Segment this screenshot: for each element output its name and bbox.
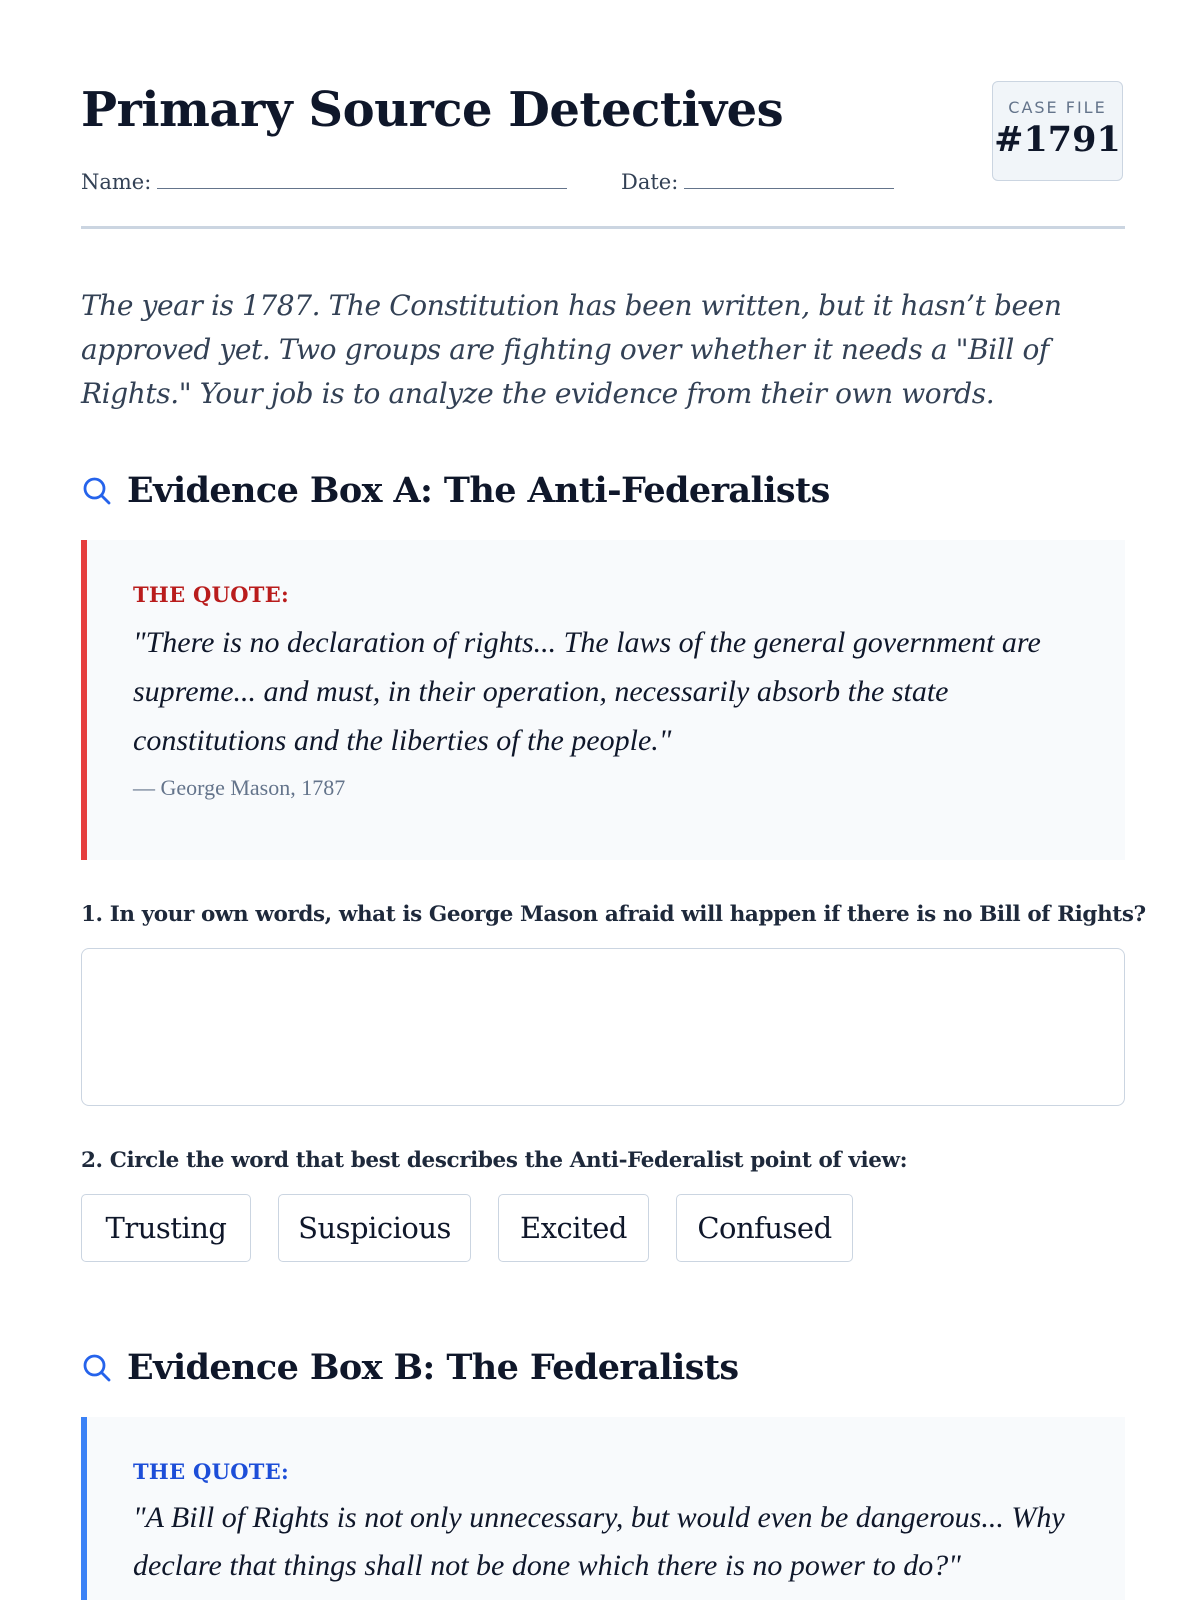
evidence-b-heading <box>81 1347 739 1388</box>
question-2-choices <box>81 1194 880 1262</box>
case-file-number: #1791 <box>994 119 1121 160</box>
header-divider <box>81 226 1125 229</box>
date-blank-line[interactable] <box>684 170 894 189</box>
evidence-a-quote-text: "There is no declaration of rights... The laws of the general government are supreme... and must, in their operation, necessarily absorb the state constitutions and the liberties of the people." <box>133 626 1041 757</box>
evidence-a-heading <box>81 470 830 511</box>
choice-suspicious[interactable]: Suspicious <box>278 1194 471 1262</box>
choice-trusting[interactable]: Trusting <box>81 1194 251 1262</box>
date-field[interactable] <box>621 170 894 194</box>
question-1-prompt: 1. In your own words, what is George Mason afraid will happen if there is no Bill of Rights? <box>81 902 1146 927</box>
magnifying-glass-icon <box>81 1352 113 1384</box>
evidence-b-title: Evidence Box B: The Federalists <box>127 1347 739 1388</box>
choice-excited[interactable]: Excited <box>498 1194 649 1262</box>
evidence-a-attribution: — George Mason, 1787 <box>133 775 346 800</box>
name-blank-line[interactable] <box>157 170 567 189</box>
evidence-b-quote-box <box>81 1417 1125 1600</box>
evidence-b-quote-label: THE QUOTE: <box>133 1459 290 1484</box>
evidence-a-title: Evidence Box A: The Anti-Federalists <box>127 470 830 511</box>
evidence-a-quote-label: THE QUOTE: <box>133 582 290 607</box>
evidence-a-quote-box <box>81 540 1125 860</box>
case-file-badge <box>992 81 1123 181</box>
name-field[interactable] <box>81 170 567 194</box>
question-2-prompt: 2. Circle the word that best describes the Anti-Federalist point of view: <box>81 1148 908 1173</box>
choice-confused[interactable]: Confused <box>676 1194 853 1262</box>
page-title: Primary Source Detectives <box>81 82 784 138</box>
question-1-answer-box[interactable] <box>81 948 1125 1106</box>
evidence-b-quote-text: "A Bill of Rights is not only unnecessary, but would even be dangerous... Why declare that things shall not be done which there is no power to do?" <box>133 1501 1065 1582</box>
case-file-caption: CASE FILE <box>1008 98 1107 117</box>
name-label: Name: <box>81 170 152 194</box>
magnifying-glass-icon <box>81 475 113 507</box>
date-label: Date: <box>621 170 679 194</box>
intro-paragraph: The year is 1787. The Constitution has been written, but it hasn’t been approved yet. Two groups are fighting over whether it needs a "Bill of Rights." Your job is to analyze the evidence from their own words. <box>81 289 1062 410</box>
